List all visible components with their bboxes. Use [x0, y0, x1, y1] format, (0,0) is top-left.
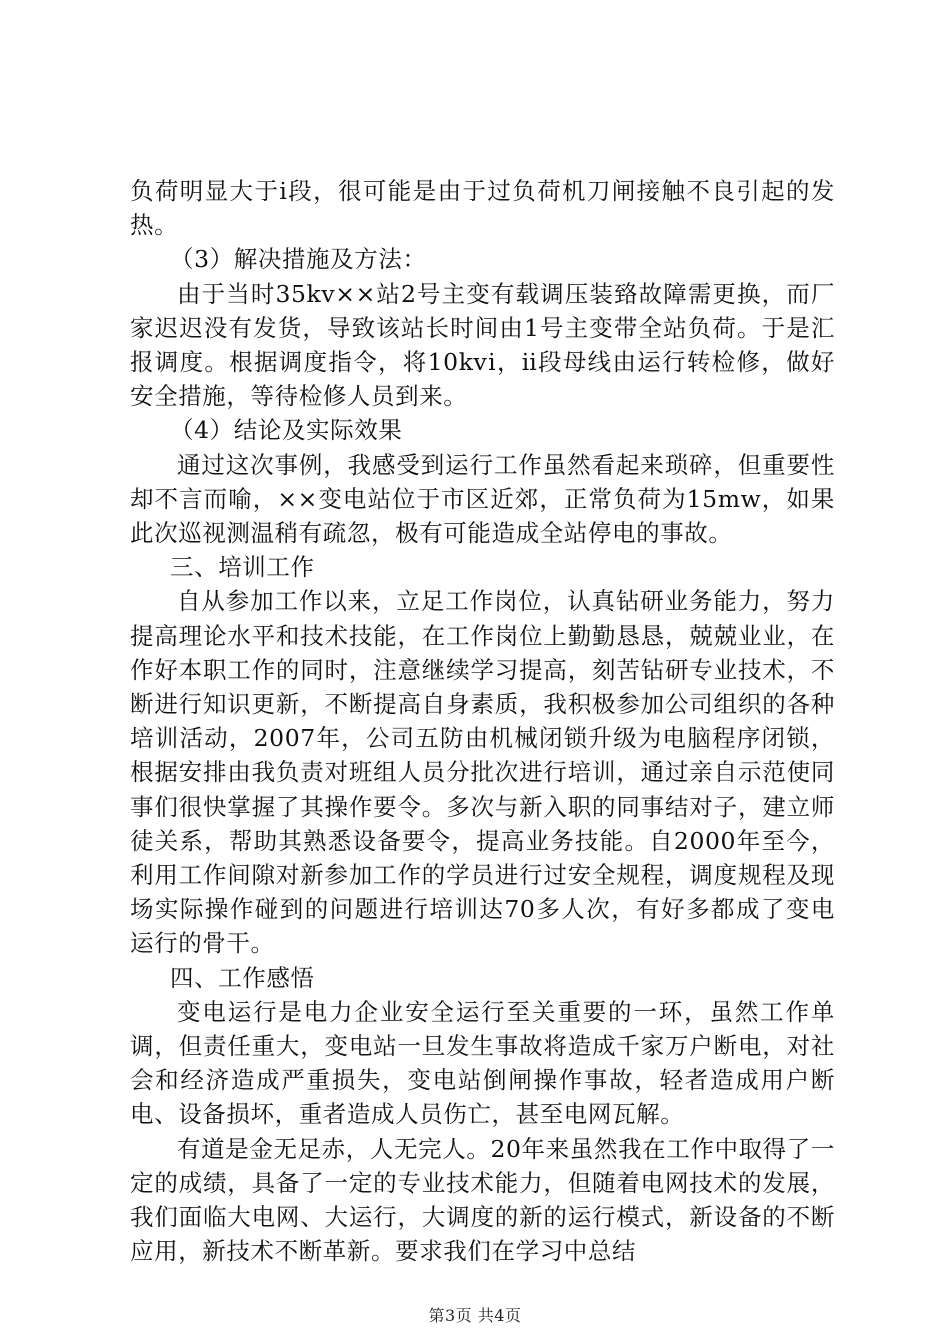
- paragraph-solutions: 由于当时35kv××站2号主变有载调压装臵故障需更换，而厂家迟迟没有发货，导致该站长时间由1号主变带全站负荷。于是汇报调度。根据调度指令，将10kvⅰ，ⅱ段母线由运行转检修，做好安全措施，等待检修人员到来。: [130, 279, 835, 411]
- page-footer: [0, 1303, 950, 1326]
- paragraph-summary: 有道是金无足赤，人无完人。20年来虽然我在工作中取得了一定的成绩，具备了一定的专业技术能力，但随着电网技术的发展，我们面临大电网、大运行，大调度的新的运行模式，新设备的不断应用，新技术不断革新。要求我们在学习中总结: [130, 1134, 835, 1266]
- section-heading-solutions: （3）解决措施及方法：: [170, 245, 427, 274]
- paragraph-conclusion: 通过这次事例，我感受到运行工作虽然看起来琐碎，但重要性却不言而喻，××变电站位于市区近郊，正常负荷为15mw，如果此次巡视测温稍有疏忽，极有可能造成全站停电的事故。: [130, 450, 835, 548]
- paragraph-continuation: 负荷明显大于ⅰ段，很可能是由于过负荷机刀闸接触不良引起的发热。: [130, 177, 835, 240]
- section-heading-conclusion: （4）结论及实际效果: [170, 416, 403, 445]
- section-heading-training: 三、培训工作: [170, 553, 315, 582]
- paragraph-training: 自从参加工作以来，立足工作岗位，认真钻研业务能力，努力提高理论水平和技术技能，在工作岗位上勤勤恳恳，兢兢业业，在作好本职工作的同时，注意继续学习提高，刻苦钻研专业技术，不断进行知识更新，不断提高自身素质，我积极参加公司组织的各种培训活动，2007年，公司五防由机械闭锁升级为电脑程序闭锁，根据安排由我负责对班组人员分批次进行培训，通过亲自示范使同事们很快掌握了其操作要令。多次与新入职的同事结对子，建立师徒关系，帮助其熟悉设备要令，提高业务技能。自2000年至今，利用工作间隙对新参加工作的学员进行过安全规程，调度规程及现场实际操作碰到的问题进行培训达70多人次，有好多都成了变电运行的骨干。: [130, 587, 835, 958]
- section-heading-insights: 四、工作感悟: [170, 963, 315, 992]
- paragraph-insights: 变电运行是电力企业安全运行至关重要的一环，虽然工作单调，但责任重大，变电站一旦发生事故将造成千家万户断电，对社会和经济造成严重损失，变电站倒闸操作事故，轻者造成用户断电、设备损坏，重者造成人员伤亡，甚至电网瓦解。: [130, 997, 835, 1129]
- document-body: [130, 174, 835, 1269]
- page-number-label: 第3页 共4页: [428, 1306, 522, 1325]
